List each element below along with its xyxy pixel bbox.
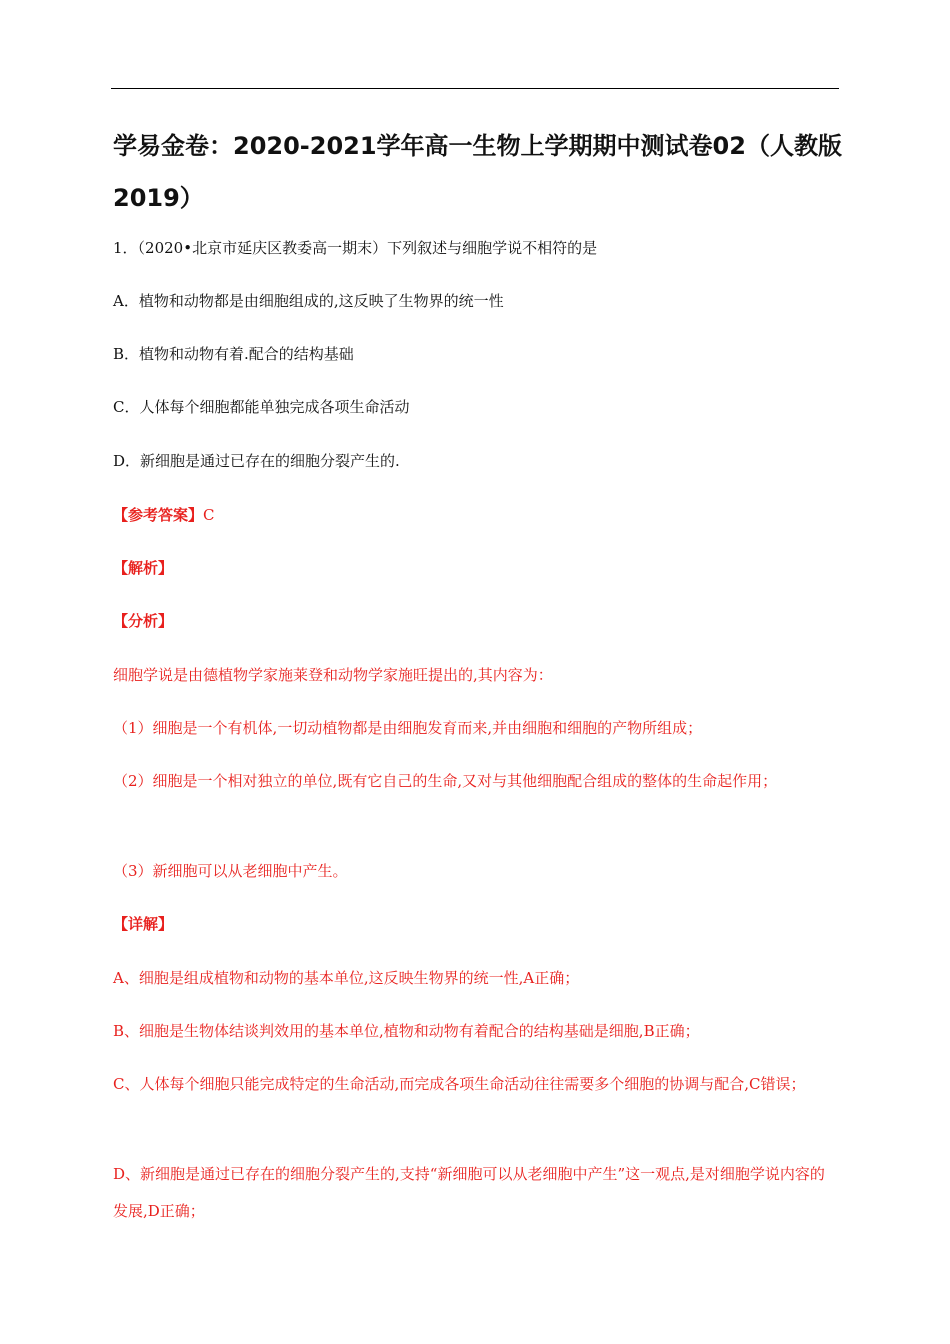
fenxi-label: 【分析】 <box>113 612 174 630</box>
fenxi-point-1: （1）细胞是一个有机体,一切动植物都是由细胞发育而来,并由细胞和细胞的产物所组成； <box>113 719 703 737</box>
fenxi-intro: 细胞学说是由德植物学家施莱登和动物学家施旺提出的,其内容为： <box>113 666 553 684</box>
option-a: A．植物和动物都是由细胞组成的,这反映了生物界的统一性 <box>113 292 504 310</box>
detail-heading <box>113 914 173 934</box>
analysis-label: 【解析】 <box>113 559 174 577</box>
fenxi-point-2: （2）细胞是一个相对独立的单位,既有它自己的生命,又对与其他细胞配合组成的整体的生命起作用； <box>113 772 778 790</box>
page-title: 学易金卷：2020-2021学年高一生物上学期期中测试卷02（人教版2019） <box>113 132 842 212</box>
analysis-heading <box>113 558 173 578</box>
header-rule <box>111 88 839 89</box>
option-d: D．新细胞是通过已存在的细胞分裂产生的. <box>113 452 400 470</box>
detail-label: 【详解】 <box>113 915 174 933</box>
option-b: B．植物和动物有着.配合的结构基础 <box>113 345 354 363</box>
fenxi-point-3: （3）新细胞可以从老细胞中产生。 <box>113 862 348 880</box>
question-stem: 1．（2020•北京市延庆区教委高一期末）下列叙述与细胞学说不相符的是 <box>113 239 598 257</box>
fenxi-heading <box>113 611 173 631</box>
answer-value: C <box>203 506 215 524</box>
answer-label: 【参考答案】 <box>113 506 204 524</box>
answer-line <box>113 505 215 525</box>
detail-d: D、新细胞是通过已存在的细胞分裂产生的,支持“新细胞可以从老细胞中产生”这一观点,是对细胞学说内容的发展,D正确； <box>113 1165 825 1220</box>
detail-a: A、细胞是组成植物和动物的基本单位,这反映生物界的统一性,A正确； <box>113 969 580 987</box>
detail-c: C、人体每个细胞只能完成特定的生命活动,而完成各项生命活动往往需要多个细胞的协调与配合,C错误； <box>113 1075 806 1093</box>
option-c: C．人体每个细胞都能单独完成各项生命活动 <box>113 398 410 416</box>
detail-b: B、细胞是生物体结谈判效用的基本单位,植物和动物有着配合的结构基础是细胞,B正确； <box>113 1022 700 1040</box>
